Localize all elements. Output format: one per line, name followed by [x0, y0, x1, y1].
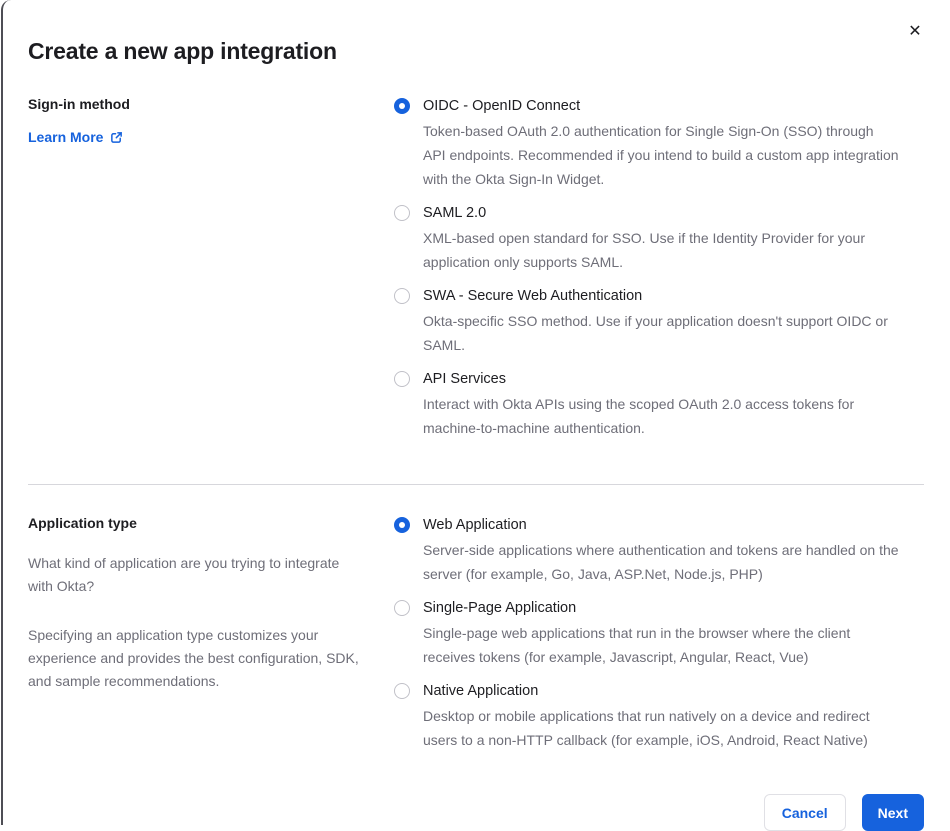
option-label: Native Application: [423, 683, 539, 699]
option-label: OIDC - OpenID Connect: [423, 98, 581, 114]
option-description: XML-based open standard for SSO. Use if the Identity Provider for your application only supports SAML.: [423, 230, 865, 270]
external-link-icon: [110, 131, 123, 144]
option-description: Single-page web applications that run in the browser where the client receives tokens (for example, Javascript, Angular, React, Vue): [423, 625, 851, 665]
apptype-help-text: Specifying an application type customizes your experience and provides the best configuration, SDK, and sample recommendations.: [28, 627, 359, 689]
radio-icon[interactable]: [394, 288, 410, 304]
next-button[interactable]: Next: [862, 794, 924, 831]
section-divider: [28, 484, 924, 485]
radio-icon[interactable]: [394, 98, 410, 114]
learn-more-link[interactable]: [28, 129, 123, 145]
apptype-question-text: What kind of application are you trying to integrate with Okta?: [28, 555, 340, 594]
dialog-title: Create a new app integration: [28, 38, 337, 64]
application-type-section: [28, 515, 924, 764]
option-label: SAML 2.0: [423, 205, 487, 221]
radio-icon[interactable]: [394, 683, 410, 699]
radio-icon[interactable]: [394, 600, 410, 616]
signin-section-left: [28, 96, 366, 452]
option-label: API Services: [423, 371, 506, 387]
signin-method-section: [28, 96, 924, 452]
radio-option-swa[interactable]: [394, 286, 899, 357]
dialog-footer: [28, 794, 924, 831]
apptype-section-left: [28, 515, 366, 764]
radio-option-oidc[interactable]: [394, 96, 899, 191]
radio-option-single-page-application[interactable]: [394, 598, 899, 669]
radio-icon[interactable]: [394, 517, 410, 533]
apptype-options-list: [394, 515, 899, 764]
signin-method-label: Sign-in method: [28, 96, 130, 112]
learn-more-label: Learn More: [28, 129, 104, 145]
option-description: Desktop or mobile applications that run natively on a device and redirect users to a non-HTTP callback (for example, iOS, Android, React Native): [423, 708, 870, 748]
application-type-label: Application type: [28, 515, 137, 531]
radio-option-api-services[interactable]: [394, 369, 899, 440]
close-icon[interactable]: ✕: [901, 18, 929, 46]
option-description: Server-side applications where authentication and tokens are handled on the server (for example, Go, Java, ASP.Net, Node.js, PHP): [423, 542, 899, 582]
radio-option-web-application[interactable]: [394, 515, 899, 586]
radio-option-saml[interactable]: [394, 203, 899, 274]
radio-icon[interactable]: [394, 205, 410, 221]
option-label: Web Application: [423, 517, 527, 533]
option-label: SWA - Secure Web Authentication: [423, 288, 643, 304]
radio-icon[interactable]: [394, 371, 410, 387]
option-description: Interact with Okta APIs using the scoped OAuth 2.0 access tokens for machine-to-machine authentication.: [423, 396, 855, 436]
radio-option-native-application[interactable]: [394, 681, 899, 752]
signin-options-list: [394, 96, 899, 452]
option-description: Okta-specific SSO method. Use if your application doesn't support OIDC or SAML.: [423, 313, 888, 353]
create-app-integration-dialog: [1, 0, 949, 825]
option-description: Token-based OAuth 2.0 authentication for Single Sign-On (SSO) through API endpoints. Recommended if you intend to build a custom app integration with the Okta Sign-In Widget.: [423, 123, 899, 187]
cancel-button[interactable]: Cancel: [764, 794, 846, 831]
option-label: Single-Page Application: [423, 600, 577, 616]
